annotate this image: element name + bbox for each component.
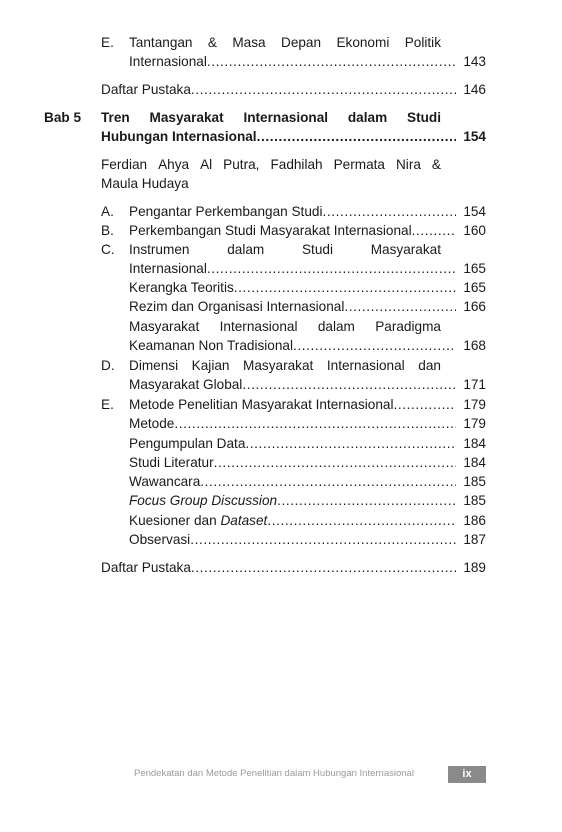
toc-entry-c-sub1[interactable] bbox=[129, 278, 486, 297]
word: Masyarakat bbox=[243, 358, 314, 373]
author-names: Maula Hudaya bbox=[101, 176, 189, 191]
page-number: 186 bbox=[463, 513, 486, 528]
entry-label: Internasional bbox=[129, 261, 207, 276]
chapter-authors-line2 bbox=[101, 174, 189, 193]
dot-leader bbox=[293, 336, 456, 355]
entry-label: Focus Group Discussion bbox=[129, 493, 278, 508]
dot-leader bbox=[267, 511, 456, 530]
word: Nira bbox=[395, 157, 421, 172]
word: Masyarakat bbox=[129, 319, 200, 334]
dot-leader bbox=[277, 491, 456, 510]
label-plain: Kuesioner dan bbox=[129, 513, 221, 528]
word: Ferdian bbox=[101, 157, 148, 172]
page-number: 165 bbox=[463, 261, 486, 276]
page-number: 184 bbox=[463, 455, 486, 470]
entry-letter: A. bbox=[101, 204, 114, 219]
footer-page-number: ix bbox=[448, 766, 486, 783]
page-number: 184 bbox=[463, 436, 486, 451]
page-number: 185 bbox=[463, 493, 486, 508]
footer-book-title: Pendekatan dan Metode Penelitian dalam Hubungan Internasional bbox=[134, 768, 414, 779]
toc-entry-e-sub6[interactable] bbox=[129, 511, 486, 530]
entry-label: Pengantar Perkembangan Studi bbox=[129, 204, 323, 219]
toc-entry-e[interactable] bbox=[129, 395, 486, 414]
page-number: 179 bbox=[463, 416, 486, 431]
word: Tren bbox=[101, 110, 130, 125]
word: Ahya bbox=[158, 157, 190, 172]
word: dalam bbox=[227, 242, 265, 257]
toc-entry-e-sub5[interactable] bbox=[129, 491, 486, 510]
entry-label: Perkembangan Studi Masyarakat Internasional bbox=[129, 223, 412, 238]
dot-leader bbox=[257, 127, 456, 146]
toc-entry-c-sub3[interactable] bbox=[129, 336, 486, 355]
justified-words bbox=[101, 155, 441, 174]
toc-entry-e-sub2[interactable] bbox=[129, 434, 486, 453]
entry-letter: D. bbox=[101, 358, 115, 373]
page-number: 165 bbox=[463, 280, 486, 295]
dot-leader bbox=[344, 297, 456, 316]
toc-entry-daftar-pustaka-2[interactable] bbox=[101, 558, 486, 577]
toc-entry-c-line1 bbox=[129, 240, 441, 259]
toc-entry-e-sub7[interactable] bbox=[129, 530, 486, 549]
toc-entry-e-sub3[interactable] bbox=[129, 453, 486, 472]
word: dan bbox=[418, 358, 441, 373]
entry-label: Pengumpulan Data bbox=[129, 436, 246, 451]
word: dalam bbox=[347, 110, 388, 125]
chapter-title-line1 bbox=[101, 108, 441, 127]
justified-words bbox=[129, 240, 441, 259]
entry-label: Metode Penelitian Masyarakat Internasional bbox=[129, 397, 394, 412]
justified-words bbox=[129, 317, 441, 336]
word: Tantangan bbox=[129, 35, 193, 50]
word: Paradigma bbox=[375, 319, 441, 334]
word: Depan bbox=[281, 35, 322, 50]
word: Ekonomi bbox=[336, 35, 390, 50]
dot-leader bbox=[322, 202, 456, 221]
dot-leader bbox=[190, 530, 456, 549]
entry-label: Keamanan Non Tradisional bbox=[129, 338, 293, 353]
toc-entry-d-line1 bbox=[129, 356, 441, 375]
page-number: 179 bbox=[463, 397, 486, 412]
toc-entry-c[interactable] bbox=[129, 259, 486, 278]
toc-entry-b[interactable] bbox=[129, 221, 486, 240]
word: Permata bbox=[333, 157, 385, 172]
justified-words bbox=[129, 356, 441, 375]
word: Dimensi bbox=[129, 358, 179, 373]
dot-leader bbox=[393, 395, 456, 414]
dot-leader bbox=[412, 221, 456, 240]
dot-leader bbox=[207, 259, 456, 278]
justified-words bbox=[101, 108, 441, 127]
entry-letter: C. bbox=[101, 242, 115, 257]
word: Kajian bbox=[191, 358, 230, 373]
word: Al bbox=[200, 157, 213, 172]
toc-entry-c-sub3-line1 bbox=[129, 317, 441, 336]
entry-label: Daftar Pustaka bbox=[101, 560, 191, 575]
entry-label: Observasi bbox=[129, 532, 191, 547]
toc-chapter-5[interactable] bbox=[101, 127, 486, 146]
toc-entry-e-sub1[interactable] bbox=[129, 414, 486, 433]
page-number: 171 bbox=[463, 377, 486, 392]
dot-leader bbox=[245, 434, 456, 453]
chapter-label: Bab 5 bbox=[44, 110, 82, 125]
entry-label: Studi Literatur bbox=[129, 455, 214, 470]
dot-leader bbox=[191, 80, 456, 99]
page-number: 154 bbox=[463, 129, 486, 144]
word: Masa bbox=[232, 35, 266, 50]
chapter-title: Hubungan Internasional bbox=[101, 129, 257, 144]
page-number: 160 bbox=[463, 223, 486, 238]
entry-letter: E. bbox=[101, 35, 114, 50]
entry-label: Wawancara bbox=[129, 474, 201, 489]
word: Internasional bbox=[326, 358, 405, 373]
entry-label: Metode bbox=[129, 416, 175, 431]
entry-label bbox=[129, 511, 267, 530]
page-number: 168 bbox=[463, 338, 486, 353]
dot-leader bbox=[207, 52, 456, 71]
page-number: 187 bbox=[463, 532, 486, 547]
page-number: 146 bbox=[463, 82, 486, 97]
dot-leader bbox=[200, 472, 456, 491]
label-italic: Dataset bbox=[220, 513, 268, 528]
word: & bbox=[431, 157, 441, 172]
word: Putra, bbox=[223, 157, 260, 172]
dot-leader bbox=[191, 558, 456, 577]
page-number: 185 bbox=[463, 474, 486, 489]
dot-leader bbox=[242, 375, 456, 394]
word: & bbox=[207, 35, 217, 50]
word: Masyarakat bbox=[149, 110, 224, 125]
dot-leader bbox=[214, 453, 456, 472]
dot-leader bbox=[234, 278, 456, 297]
word: dalam bbox=[317, 319, 355, 334]
entry-label: Kerangka Teoritis bbox=[129, 280, 234, 295]
justified-words bbox=[129, 33, 441, 52]
word: Masyarakat bbox=[370, 242, 441, 257]
toc-entry-a[interactable] bbox=[129, 202, 486, 221]
word: Studi bbox=[301, 242, 333, 257]
word: Internasional bbox=[243, 110, 329, 125]
entry-label: Rezim dan Organisasi Internasional bbox=[129, 299, 345, 314]
toc-entry-daftar-pustaka[interactable] bbox=[101, 80, 486, 99]
entry-letter: E. bbox=[101, 397, 114, 412]
page-number: 189 bbox=[463, 560, 486, 575]
entry-letter: B. bbox=[101, 223, 114, 238]
word: Politik bbox=[404, 35, 441, 50]
toc-entry-e-sub4[interactable] bbox=[129, 472, 486, 491]
entry-label: Internasional bbox=[129, 54, 207, 69]
entry-label: Masyarakat Global bbox=[129, 377, 243, 392]
entry-label: Daftar Pustaka bbox=[101, 82, 191, 97]
toc-entry-tantangan-line1 bbox=[129, 33, 441, 52]
word: Instrumen bbox=[129, 242, 190, 257]
word: Studi bbox=[407, 110, 441, 125]
page-number: 154 bbox=[463, 204, 486, 219]
page-number: 143 bbox=[463, 54, 486, 69]
toc-entry-d[interactable] bbox=[129, 375, 486, 394]
toc-entry-c-sub2[interactable] bbox=[129, 297, 486, 316]
word: Fadhilah bbox=[270, 157, 323, 172]
dot-leader bbox=[174, 414, 456, 433]
chapter-authors-line1 bbox=[101, 155, 441, 174]
toc-entry-tantangan[interactable] bbox=[129, 52, 486, 71]
page-number: 166 bbox=[463, 299, 486, 314]
word: Internasional bbox=[219, 319, 298, 334]
